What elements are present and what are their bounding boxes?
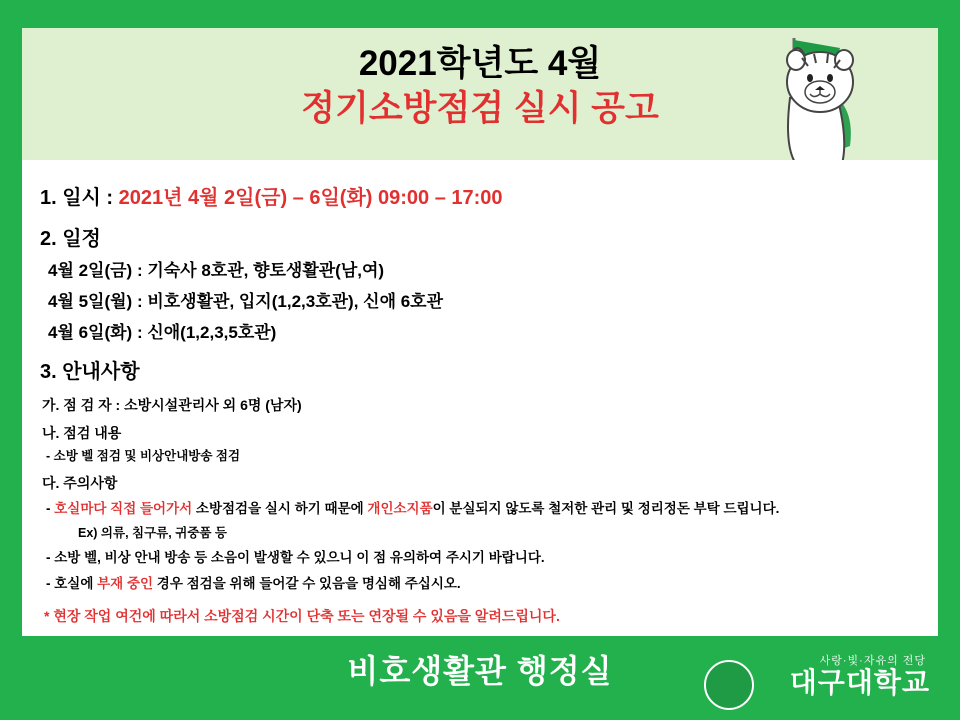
caution-note-1-example: [78, 524, 920, 542]
section1-label: 1. 일시 :: [40, 187, 119, 209]
caution-note-1-pre: -: [46, 501, 55, 516]
university-slogan: 사랑·빛·자유의 전당: [819, 655, 926, 667]
caution-note-1: [46, 499, 920, 519]
footnote: * 현장 작업 여건에 따라서 소방점검 시간이 단축 또는 연장될 수 있음을 알려드립니다.: [44, 608, 560, 624]
section1-line: [40, 184, 920, 212]
schedule-line-1: 4월 2일(금) : 기숙사 8호관, 향토생활관(남,여): [48, 261, 385, 280]
schedule-line-3: 4월 6일(화) : 신애(1,2,3,5호관): [48, 323, 277, 342]
caution-note-1-highlight-1: 호실마다 직접 들어가서: [54, 501, 193, 516]
poster-body: [22, 160, 938, 626]
example-label: Ex): [78, 526, 98, 540]
section3-item-a: 가. 점 검 자 : 소방시설관리사 외 6명 (남자): [42, 397, 302, 413]
caution-note-3: [46, 574, 920, 594]
poster-header: [22, 28, 938, 160]
example-text: 의류, 침구류, 귀중품 등: [97, 526, 227, 540]
caution-note-1-post: 이 분실되지 않도록 철저한 관리 및 정리정돈 부탁 드립니다.: [432, 501, 780, 516]
university-seal-icon: [704, 660, 754, 710]
poster-footer: [0, 636, 960, 720]
poster-sheet: [22, 28, 938, 636]
caution-note-1-mid: 소방점검을 실시 하기 때문에: [192, 501, 368, 516]
section3-item-c: 다. 주의사항: [42, 475, 118, 491]
university-name: 대구대학교: [789, 667, 930, 698]
caution-note-3-post: 경우 점검을 위해 들어갈 수 있음을 명심해 주십시오.: [153, 576, 461, 591]
schedule-line-2: 4월 5일(월) : 비호생활관, 입지(1,2,3호관), 신애 6호관: [48, 292, 444, 311]
section3-heading: 3. 안내사항: [40, 361, 140, 383]
section1-value: 2021년 4월 2일(금) – 6일(화) 09:00 – 17:00: [118, 187, 503, 209]
tiger-mascot-icon: [724, 28, 914, 160]
caution-note-3-pre: - 호실에: [46, 576, 98, 591]
caution-note-1-highlight-2: 개인소지품: [367, 501, 433, 516]
footer-office-name: 비호생활관 행정실: [347, 653, 613, 689]
section3-item-b-bullet: - 소방 벨 점검 및 비상안내방송 점검: [46, 449, 241, 463]
page-title-line1: 2021학년도 4월: [358, 44, 602, 83]
page-title-line2: 정기소방점검 실시 공고: [301, 89, 659, 128]
university-logo: [704, 650, 934, 712]
section3-item-b: 나. 점검 내용: [42, 425, 122, 441]
section2-heading: 2. 일정: [40, 228, 101, 250]
caution-note-3-highlight: 부재 중인: [97, 576, 154, 591]
caution-note-2: - 소방 벨, 비상 안내 방송 등 소음이 발생할 수 있으니 이 점 유의하여 주시기 바랍니다.: [46, 550, 545, 565]
